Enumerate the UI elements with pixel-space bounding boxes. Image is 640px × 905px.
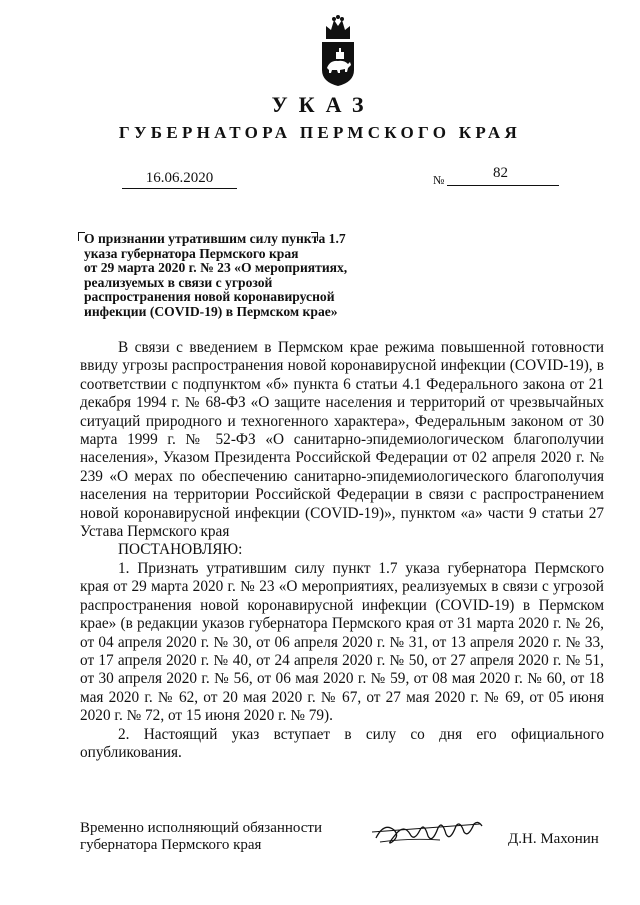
- document-number-field: [433, 166, 559, 190]
- perm-krai-coat-of-arms-icon: [318, 14, 358, 88]
- decree-body: [80, 339, 604, 762]
- preamble-paragraph: В связи с введением в Пермском крае режима повышенной готовности ввиду угрозы распространения новой коронавирусной инфекции (COVID-19), в соответствии с подпунктом «б» пункта 6 статьи 4.1 Федерального закона от 21 декабря 1994 г. № 68-ФЗ «О защите населения и территорий от чрезвычайных ситуаций природного и техногенного характера», Федеральным законом от 30 марта 1999 г. № 52-ФЗ «О санитарно-эпидемиологическом благополучии населения», Указом Президента Российской Федерации от 02 апреля 2020 г. № 239 «О мерах по обеспечению санитарно-эпидемиологического благополучия населения на территории Российской Федерации в связи с распространением новой коронавирусной инфекции (COVID-19)», пунктом «а» части 9 статьи 27 Устава Пермского края: [80, 339, 604, 541]
- heading-line: указа губернатора Пермского края: [84, 245, 299, 261]
- document-date: 16.06.2020: [122, 170, 237, 189]
- heading-line: распространения новой коронавирусной: [84, 289, 335, 305]
- heading-line: реализуемых в связи с угрозой: [84, 274, 273, 290]
- handwritten-signature: [370, 812, 490, 852]
- heading-bracket-right: [311, 232, 318, 241]
- decree-item-2: 2. Настоящий указ вступает в силу со дня его официального опубликования.: [80, 725, 604, 761]
- decree-item-1: 1. Признать утратившим силу пункт 1.7 указа губернатора Пермского края от 29 марта 2020 г. № 23 «О мероприятиях, реализуемых в связи с угрозой распространения новой коронавирусной инфекции (COVID-19) в Пермском крае» (в редакции указов губернатора Пермского края от 31 марта 2020 г. № 26, от 04 апреля 2020 г. № 30, от 06 апреля 2020 г. № 31, от 13 апреля 2020 г. № 33, от 17 апреля 2020 г. № 40, от 24 апреля 2020 г. № 50, от 27 апреля 2020 г. № 51, от 30 апреля 2020 г. № 56, от 06 мая 2020 г. № 59, от 08 мая 2020 г. № 60, от 18 мая 2020 г. № 62, от 20 мая 2020 г. № 67, от 27 мая 2020 г. № 69, от 05 июня 2020 г. № 72, от 15 июня 2020 г. № 79).: [80, 559, 604, 725]
- number-sign: №: [433, 173, 445, 187]
- heading-line: О признании утратившим силу пункта 1.7: [84, 231, 346, 246]
- document-number: 82: [493, 165, 508, 181]
- signatory-name: Д.Н. Махонин: [508, 831, 599, 847]
- signatory-position-line: Временно исполняющий обязанности: [80, 820, 323, 836]
- signatory-position: [80, 820, 322, 854]
- heading-line: от 29 марта 2020 г. № 23 «О мероприятиях,: [84, 260, 348, 276]
- heading-line: инфекции (COVID-19) в Пермском крае»: [84, 303, 338, 319]
- heading-bracket-left: [78, 232, 85, 241]
- signatory-position-line: губернатора Пермского края: [80, 837, 262, 853]
- decree-heading: [80, 232, 400, 320]
- number-underline: [447, 185, 559, 186]
- document-subtitle: ГУБЕРНАТОРА ПЕРМСКОГО КРАЯ: [118, 123, 522, 142]
- decree-word: ПОСТАНОВЛЯЮ:: [118, 541, 243, 559]
- document-title: УКАЗ: [271, 92, 375, 117]
